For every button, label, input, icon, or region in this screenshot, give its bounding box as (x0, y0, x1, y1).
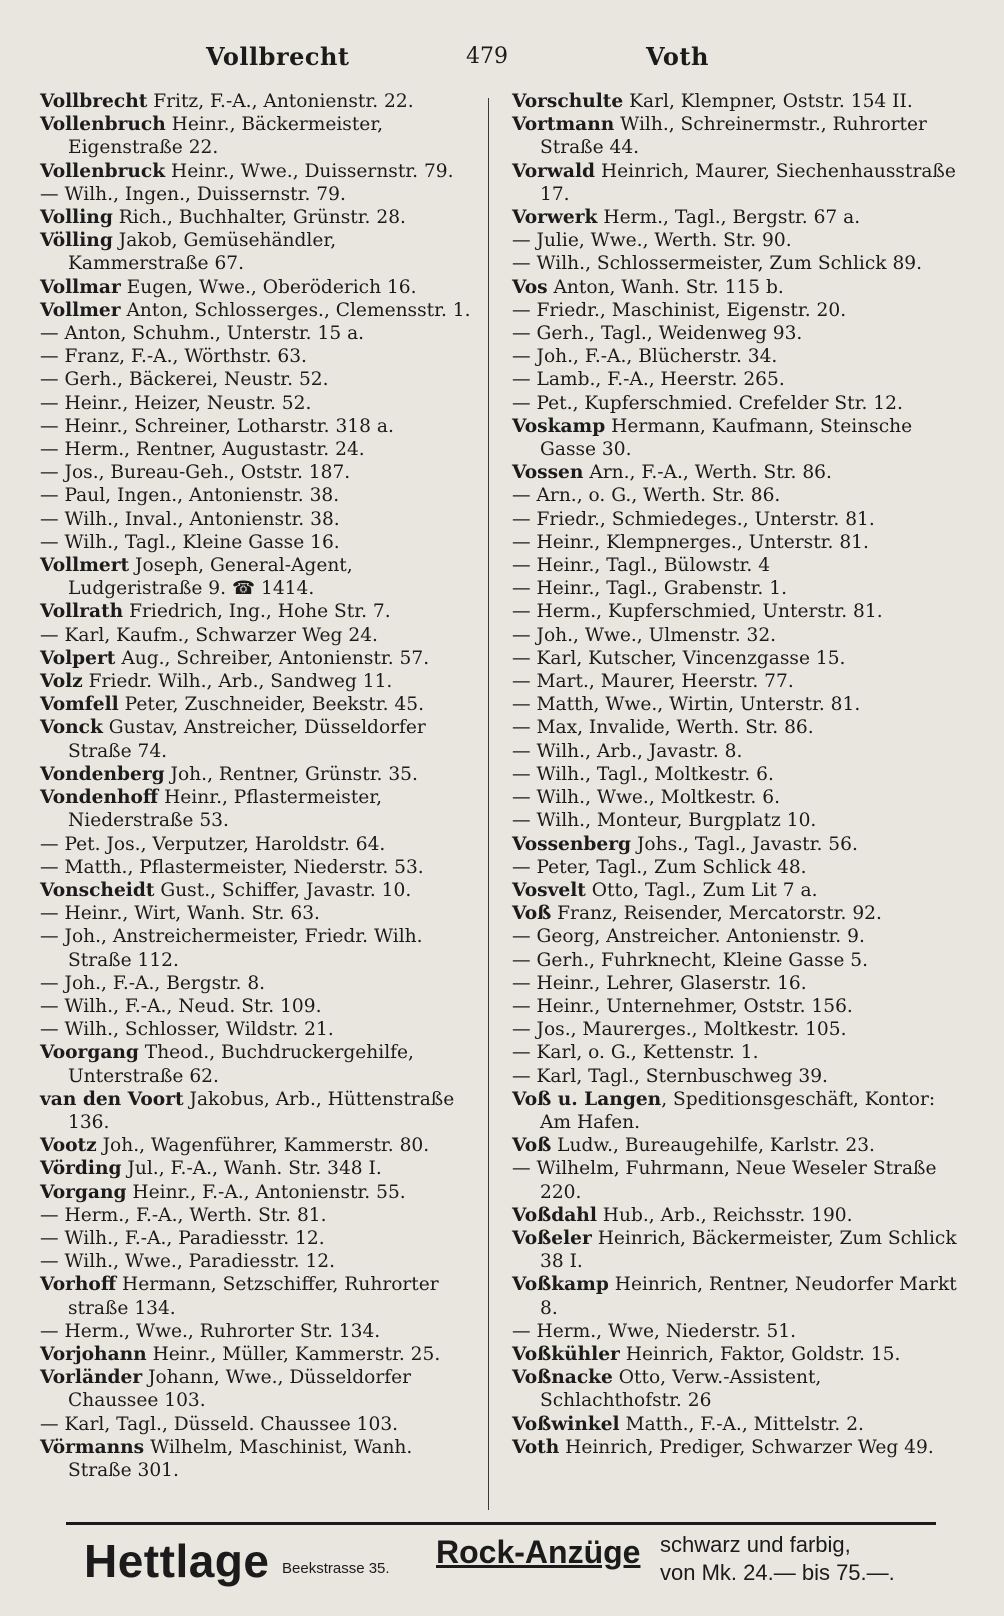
ad-line-1: schwarz und farbig, (660, 1532, 851, 1557)
directory-entry (40, 1250, 472, 1273)
directory-entry (40, 276, 472, 299)
entry-details: — Herm., Wwe., Ruhrorter Str. 134. (40, 1320, 381, 1342)
entry-details: — Joh., F.-A., Blücherstr. 34. (512, 346, 778, 368)
entry-details: — Friedr., Maschinist, Eigenstr. 20. (512, 299, 847, 321)
directory-entry (512, 1343, 964, 1366)
directory-entry (40, 1320, 472, 1343)
directory-entry (40, 1366, 472, 1412)
directory-entry (512, 624, 964, 647)
directory-entry (512, 716, 964, 739)
entry-details: Ludw., Bureaugehilfe, Karlstr. 23. (551, 1135, 875, 1157)
directory-entry (512, 902, 964, 925)
directory-entry (512, 160, 964, 206)
entry-details: — Heinr., Wirt, Wanh. Str. 63. (40, 903, 320, 925)
entry-details: — Peter, Tagl., Zum Schlick 48. (512, 856, 807, 878)
entry-details: — Joh., Wwe., Ulmenstr. 32. (512, 624, 777, 646)
entry-surname: Vörding (40, 1158, 122, 1180)
directory-entry (40, 113, 472, 159)
header-right-keyword: Voth (646, 42, 709, 71)
entry-details: — Karl, Tagl., Düsseld. Chaussee 103. (40, 1413, 399, 1435)
directory-entry (512, 1366, 964, 1412)
entry-details: — Karl, Tagl., Sternbuschweg 39. (512, 1065, 828, 1087)
entry-details: — Matth., Pflastermeister, Niederstr. 53. (40, 856, 424, 878)
entry-surname: Vosvelt (512, 879, 586, 901)
entry-details: Heinr., Bäckermeister, Eigenstraße 22. (68, 114, 384, 159)
entry-details: Wilhelm, Maschinist, Wanh. Straße 301. (68, 1436, 413, 1481)
entry-surname: Vorschulte (512, 91, 624, 112)
entry-details: — Gerh., Fuhrknecht, Kleine Gasse 5. (512, 949, 868, 971)
entry-details: Joh., Rentner, Grünstr. 35. (164, 763, 418, 785)
entry-details: , Speditionsgeschäft, Kontor: Am Hafen. (540, 1088, 936, 1133)
directory-entry (512, 647, 964, 670)
directory-entry (512, 322, 964, 345)
entry-details: Heinr., F.-A., Antonienstr. 55. (126, 1181, 406, 1203)
directory-entry (512, 461, 964, 484)
entry-details: Rich., Buchhalter, Grünstr. 28. (112, 207, 406, 229)
directory-entry (512, 1436, 964, 1459)
entry-surname: Vomfell (40, 694, 119, 716)
entry-details: — Friedr., Schmiedeges., Unterstr. 81. (512, 508, 875, 530)
directory-entry (40, 879, 472, 902)
entry-details: Joh., Wagenführer, Kammerstr. 80. (96, 1135, 430, 1157)
directory-entry (512, 1134, 964, 1157)
entry-details: Arn., F.-A., Werth. Str. 86. (583, 462, 832, 484)
entry-surname: Vörmanns (40, 1436, 145, 1458)
entry-surname: Voskamp (512, 415, 606, 437)
directory-entry (40, 600, 472, 623)
entry-details: Hermann, Setzschiffer, Ruhrorter straße 134. (68, 1274, 439, 1319)
entry-details: Heinr., Pflastermeister, Niederstraße 53. (68, 787, 383, 832)
entry-surname: Voß u. Langen (512, 1088, 662, 1110)
directory-entry (40, 531, 472, 554)
directory-entry (40, 368, 472, 391)
directory-entry (40, 647, 472, 670)
entry-details: — Wilh., Schlossermeister, Zum Schlick 89. (512, 253, 923, 275)
entry-details: — Heinr., Klempnerges., Unterstr. 81. (512, 531, 869, 553)
directory-entry (40, 693, 472, 716)
entry-surname: Vos (512, 276, 548, 298)
directory-entry (40, 183, 472, 206)
entry-details: Karl, Klempner, Oststr. 154 II. (623, 91, 913, 112)
column-divider (488, 98, 489, 1510)
entry-details: — Jos., Bureau-Geh., Oststr. 187. (40, 462, 351, 484)
entry-surname: Volz (40, 671, 83, 693)
entry-details: — Wilh., Monteur, Burgplatz 10. (512, 810, 817, 832)
directory-entry (40, 160, 472, 183)
directory-entry (40, 1088, 472, 1134)
entry-details: — Wilh., Ingen., Duissernstr. 79. (40, 183, 346, 205)
entry-details: Friedr. Wilh., Arb., Sandweg 11. (82, 671, 393, 693)
directory-entry (512, 299, 964, 322)
entry-details: — Paul, Ingen., Antonienstr. 38. (40, 485, 340, 507)
directory-entry (512, 763, 964, 786)
entry-details: — Karl, o. G., Kettenstr. 1. (512, 1042, 759, 1064)
directory-entry (512, 670, 964, 693)
entry-details: — Herm., F.-A., Werth. Str. 81. (40, 1204, 327, 1226)
directory-entry (40, 322, 472, 345)
entry-details: — Herm., Kupferschmied, Unterstr. 81. (512, 601, 883, 623)
entry-surname: Voß (512, 903, 552, 925)
entry-details: Johann, Wwe., Düsseldorfer Chaussee 103. (68, 1367, 412, 1412)
entry-details: Heinr., Wwe., Duissernstr. 79. (165, 160, 454, 182)
directory-entry (40, 461, 472, 484)
entry-surname: Voß (512, 1135, 552, 1157)
ad-line-2: von Mk. 24.— bis 75.—. (660, 1560, 895, 1585)
entry-details: Theod., Buchdruckergehilfe, Unterstraße 62. (68, 1042, 414, 1087)
entry-details: — Herm., Wwe, Niederstr. 51. (512, 1320, 797, 1342)
entry-details: Otto, Tagl., Zum Lit 7 a. (585, 879, 818, 901)
entry-details: Peter, Zuschneider, Beekstr. 45. (118, 694, 425, 716)
entry-surname: Voth (512, 1436, 560, 1458)
directory-entry (512, 90, 964, 113)
entry-surname: Vorwald (512, 160, 596, 182)
entry-surname: Voßeler (512, 1227, 592, 1249)
directory-entry (512, 972, 964, 995)
directory-entry (512, 368, 964, 391)
directory-entry (512, 415, 964, 461)
entry-details: Gustav, Anstreicher, Düsseldorfer Straße 74. (68, 717, 426, 762)
directory-entry (512, 925, 964, 948)
footer-rule (66, 1522, 936, 1525)
directory-entry (512, 1157, 964, 1203)
directory-entry (512, 1413, 964, 1436)
entry-surname: Volpert (40, 647, 116, 669)
entry-details: — Wilh., F.-A., Neud. Str. 109. (40, 995, 322, 1017)
directory-entry (40, 716, 472, 762)
entry-details: Hub., Arb., Reichsstr. 190. (596, 1204, 853, 1226)
entry-surname: van den Voort (40, 1088, 184, 1110)
page-header (0, 42, 1004, 82)
entry-details: — Heinr., Heizer, Neustr. 52. (40, 392, 312, 414)
directory-entry (512, 1204, 964, 1227)
directory-entry (512, 1273, 964, 1319)
entry-surname: Vonck (40, 717, 103, 739)
directory-entry (40, 1041, 472, 1087)
directory-entry (40, 392, 472, 415)
directory-entry (40, 415, 472, 438)
directory-entry (40, 670, 472, 693)
directory-entry (40, 1181, 472, 1204)
directory-entry (512, 809, 964, 832)
entry-details: — Anton, Schuhm., Unterstr. 15 a. (40, 323, 365, 345)
directory-entry (512, 113, 964, 159)
right-column (512, 90, 964, 1459)
entry-details: — Jos., Maurerges., Moltkestr. 105. (512, 1019, 847, 1041)
entry-details: — Arn., o. G., Werth. Str. 86. (512, 485, 781, 507)
directory-entry (40, 833, 472, 856)
entry-details: — Wilh., Wwe., Paradiesstr. 12. (40, 1251, 336, 1273)
entry-details: Heinrich, Faktor, Goldstr. 15. (619, 1343, 901, 1365)
entry-details: Jakob, Gemüsehändler, Kammerstraße 67. (68, 230, 337, 275)
ad-address: Beekstrasse 35. (282, 1560, 390, 1577)
directory-entry (512, 1088, 964, 1134)
directory-entry (512, 949, 964, 972)
directory-entry (512, 276, 964, 299)
directory-entry (40, 1204, 472, 1227)
entry-details: — Wilh., Tagl., Moltkestr. 6. (512, 763, 774, 785)
header-left-keyword: Vollbrecht (206, 42, 350, 71)
entry-surname: Vorjohann (40, 1343, 147, 1365)
directory-entry (40, 484, 472, 507)
entry-details: Franz, Reisender, Mercatorstr. 92. (551, 903, 882, 925)
directory-entry (512, 856, 964, 879)
entry-details: Anton, Schlosserges., Clemensstr. 1. (120, 299, 471, 321)
entry-details: Jul., F.-A., Wanh. Str. 348 I. (121, 1158, 382, 1180)
directory-entry (40, 1134, 472, 1157)
directory-entry (512, 833, 964, 856)
entry-surname: Vollbrecht (40, 91, 148, 112)
entry-details: — Wilh., Tagl., Kleine Gasse 16. (40, 531, 340, 553)
entry-details: — Karl, Kutscher, Vincenzgasse 15. (512, 647, 846, 669)
entry-surname: Voßkühler (512, 1343, 620, 1365)
entry-details: — Mart., Maurer, Heerstr. 77. (512, 671, 794, 693)
directory-entry (40, 995, 472, 1018)
entry-surname: Voßkamp (512, 1274, 609, 1296)
entry-surname: Vossenberg (512, 833, 632, 855)
entry-details: — Gerh., Bäckerei, Neustr. 52. (40, 369, 329, 391)
entry-details: — Karl, Kaufm., Schwarzer Weg 24. (40, 624, 378, 646)
entry-surname: Vollmar (40, 276, 121, 298)
directory-entry (512, 1320, 964, 1343)
directory-entry (512, 554, 964, 577)
ad-product: Rock-Anzüge (436, 1534, 641, 1570)
directory-entry (40, 345, 472, 368)
entry-details: Heinrich, Prediger, Schwarzer Weg 49. (559, 1436, 934, 1458)
entry-details: Heinrich, Rentner, Neudorfer Markt 8. (540, 1274, 957, 1319)
entry-details: — Heinr., Tagl., Bülowstr. 4 (512, 555, 771, 577)
entry-details: — Herm., Rentner, Augustastr. 24. (40, 439, 365, 461)
entry-details: — Pet., Kupferschmied. Crefelder Str. 12. (512, 392, 903, 414)
entry-details: Gust., Schiffer, Javastr. 10. (154, 879, 412, 901)
directory-entry (512, 229, 964, 252)
directory-entry (512, 577, 964, 600)
entry-details: Jakobus, Arb., Hüttenstraße 136. (68, 1088, 455, 1133)
entry-surname: Voßdahl (512, 1204, 597, 1226)
entry-details: Heinrich, Bäckermeister, Zum Schlick 38 I. (540, 1227, 957, 1273)
entry-details: — Heinr., Schreiner, Lotharstr. 318 a. (40, 415, 394, 437)
directory-entry (40, 925, 472, 971)
footer-advertisement (0, 1526, 1004, 1606)
directory-entry (40, 624, 472, 647)
entry-details: Eugen, Wwe., Oberöderich 16. (120, 276, 417, 298)
entry-surname: Vondenhoff (40, 787, 159, 809)
entry-details: Matth., F.-A., Mittelstr. 2. (619, 1413, 864, 1435)
directory-entry (40, 554, 472, 600)
entry-surname: Vondenberg (40, 763, 165, 785)
entry-details: Fritz, F.-A., Antonienstr. 22. (147, 91, 414, 112)
directory-entry (512, 786, 964, 809)
entry-details: — Joh., Anstreichermeister, Friedr. Wilh. Straße 112. (40, 926, 423, 971)
page-number: 479 (466, 44, 508, 69)
directory-entry (40, 786, 472, 832)
directory-entry (40, 1343, 472, 1366)
directory-entry (512, 693, 964, 716)
entry-details: — Matth, Wwe., Wirtin, Unterstr. 81. (512, 694, 861, 716)
entry-surname: Voßwinkel (512, 1413, 620, 1435)
entry-details: Otto, Verw.-Assistent, Schlachthofstr. 26 (540, 1367, 822, 1412)
directory-entry (40, 1413, 472, 1436)
directory-entry (40, 1273, 472, 1319)
directory-entry (512, 345, 964, 368)
entry-details: Heinr., Müller, Kammerstr. 25. (146, 1343, 441, 1365)
directory-entry (512, 252, 964, 275)
entry-details: — Franz, F.-A., Wörthstr. 63. (40, 346, 307, 368)
directory-entry (512, 508, 964, 531)
entry-surname: Vonscheidt (40, 879, 155, 901)
entry-details: — Wilh., Wwe., Moltkestr. 6. (512, 787, 780, 809)
entry-details: — Heinr., Tagl., Grabenstr. 1. (512, 578, 787, 600)
entry-details: Heinrich, Maurer, Siechenhausstraße 17. (540, 160, 956, 205)
directory-entry (40, 763, 472, 786)
directory-entry (40, 90, 472, 113)
entry-surname: Voorgang (40, 1042, 139, 1064)
entry-surname: Vollenbruck (40, 160, 166, 182)
entry-details: — Pet. Jos., Verputzer, Haroldstr. 64. (40, 833, 386, 855)
entry-details: Herm., Tagl., Bergstr. 67 a. (597, 207, 861, 229)
entry-details: — Heinr., Unternehmer, Oststr. 156. (512, 995, 853, 1017)
entry-surname: Völling (40, 230, 113, 252)
directory-entry (40, 508, 472, 531)
entry-details: Aug., Schreiber, Antonienstr. 57. (115, 647, 430, 669)
entry-details: — Julie, Wwe., Werth. Str. 90. (512, 230, 792, 252)
entry-details: Joseph, General-Agent, Ludgeristraße 9. ☎ 1414. (68, 555, 353, 600)
directory-entry (40, 972, 472, 995)
directory-entry (512, 1018, 964, 1041)
entry-details: — Georg, Anstreicher. Antonienstr. 9. (512, 926, 865, 948)
entry-details: — Wilh., F.-A., Paradiesstr. 12. (40, 1227, 325, 1249)
directory-entry (40, 856, 472, 879)
entry-details: — Joh., F.-A., Bergstr. 8. (40, 972, 266, 994)
directory-entry (40, 902, 472, 925)
directory-entry (512, 600, 964, 623)
directory-entry (40, 1018, 472, 1041)
entry-details: — Wilh., Inval., Antonienstr. 38. (40, 508, 340, 530)
entry-surname: Vollmer (40, 299, 121, 321)
directory-entry (40, 438, 472, 461)
entry-details: Friedrich, Ing., Hohe Str. 7. (123, 601, 391, 623)
directory-entry (512, 206, 964, 229)
left-column (40, 90, 472, 1482)
directory-entry (40, 1157, 472, 1180)
directory-entry (512, 879, 964, 902)
entry-details: — Heinr., Lehrer, Glaserstr. 16. (512, 972, 807, 994)
entry-surname: Vootz (40, 1135, 97, 1157)
entry-details: Anton, Wanh. Str. 115 b. (547, 276, 784, 298)
entry-surname: Vollmert (40, 555, 130, 577)
entry-details: — Max, Invalide, Werth. Str. 86. (512, 717, 814, 739)
entry-surname: Vortmann (512, 114, 615, 136)
entry-details: — Wilh., Schlosser, Wildstr. 21. (40, 1019, 334, 1041)
directory-entry (40, 299, 472, 322)
entry-surname: Vollenbruch (40, 114, 166, 136)
entry-surname: Vorländer (40, 1367, 143, 1389)
directory-entry (40, 206, 472, 229)
entry-surname: Vorwerk (512, 207, 598, 229)
entry-details: Wilh., Schreinermstr., Ruhrorter Straße 44. (540, 114, 927, 159)
entry-details: — Wilh., Arb., Javastr. 8. (512, 740, 743, 762)
directory-entry (512, 740, 964, 763)
entry-surname: Vossen (512, 462, 584, 484)
entry-details: Hermann, Kaufmann, Steinsche Gasse 30. (540, 415, 913, 461)
entry-surname: Vollrath (40, 601, 124, 623)
entry-surname: Volling (40, 207, 113, 229)
directory-entry (40, 1227, 472, 1250)
directory-entry (512, 1041, 964, 1064)
directory-entry (40, 229, 472, 275)
directory-entry (512, 484, 964, 507)
directory-entry (512, 1065, 964, 1088)
directory-entry (512, 392, 964, 415)
entry-details: — Wilhelm, Fuhrmann, Neue Weseler Straße 220. (512, 1158, 937, 1203)
directory-entry (512, 995, 964, 1018)
entry-surname: Vorhoff (40, 1274, 117, 1296)
entry-surname: Voßnacke (512, 1367, 613, 1389)
directory-entry (512, 531, 964, 554)
entry-details: Johs., Tagl., Javastr. 56. (631, 833, 858, 855)
entry-surname: Vorgang (40, 1181, 127, 1203)
directory-entry (40, 1436, 472, 1482)
ad-brand: Hettlage (84, 1535, 270, 1587)
entry-details: — Gerh., Tagl., Weidenweg 93. (512, 323, 803, 345)
entry-details: — Lamb., F.-A., Heerstr. 265. (512, 369, 785, 391)
directory-entry (512, 1227, 964, 1273)
